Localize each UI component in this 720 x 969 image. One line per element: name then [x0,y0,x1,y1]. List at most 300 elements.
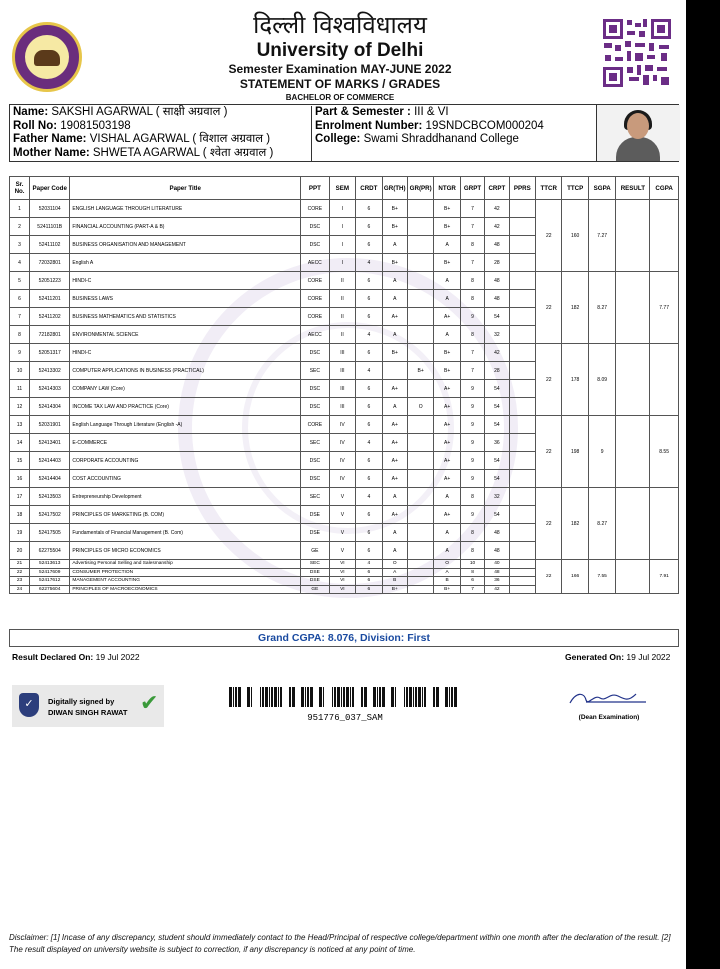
barcode-bar [449,687,450,707]
barcode-bar [292,687,295,707]
cell-sr: 11 [10,380,30,398]
barcode-bar [350,687,351,707]
cell-grth: A [382,524,407,542]
cell-sem: II [329,290,355,308]
cell-sr: 8 [10,326,30,344]
cell-grpr [407,488,433,506]
cell-ppt: AECC [301,254,330,272]
cell-crdt: 6 [356,470,382,488]
cell-grpr [407,326,433,344]
barcode-bar [361,687,363,707]
cell-sr: 5 [10,272,30,290]
cell-crdt: 6 [356,290,382,308]
cell-grpt: 7 [460,585,484,594]
roll-number: 19081503198 [60,119,131,132]
cell-ntgr: B+ [434,344,460,362]
cell-crpt: 32 [485,488,509,506]
cell-pprs [509,236,535,254]
semester-ttcr: 22 [536,560,562,594]
barcode-bar [418,687,421,707]
signer-name: DIWAN SINGH RAWAT [48,708,128,717]
barcode-bar [334,687,336,707]
cell-crpt: 42 [485,344,509,362]
cell-sem: VI [329,560,355,569]
cell-sem: V [329,542,355,560]
cell-title: BUSINESS LAWS [70,290,301,308]
column-header: SEM [329,177,355,200]
cell-pprs [509,380,535,398]
column-header: TTCP [562,177,588,200]
cell-crdt: 6 [356,344,382,362]
cell-sem: II [329,272,355,290]
cell-title: PRINCIPLES OF MICRO ECONOMICS [70,542,301,560]
barcode-bar [251,687,252,707]
cell-crpt: 42 [485,218,509,236]
cell-code: 62275504 [30,542,70,560]
barcode-bar [265,687,268,707]
university-name: University of Delhi [256,40,424,61]
cell-title: COMPANY LAW (Core) [70,380,301,398]
statement-title: STATEMENT OF MARKS / GRADES [239,77,441,91]
part-semester-row: Part & Semester : III & VI [315,106,449,118]
barcode-bar [379,687,381,707]
cell-ntgr: A [434,568,460,577]
cell-pprs [509,585,535,594]
cell-title: ENGLISH LANGUAGE THROUGH LITERATURE [70,200,301,218]
cell-grth: A+ [382,470,407,488]
cell-sem: III [329,380,355,398]
digital-signature-badge [12,685,164,727]
semester-cgpa: 8.55 [650,416,679,488]
document-header [140,10,540,103]
cell-ppt: DSE [301,577,330,586]
cell-grpt: 10 [460,560,484,569]
cell-sr: 10 [10,362,30,380]
cell-grpt: 8 [460,326,484,344]
cell-grth [382,362,407,380]
table-header-row [10,177,679,200]
cell-sr: 17 [10,488,30,506]
cell-title: COMPUTER APPLICATIONS IN BUSINESS (PRACTICAL) [70,362,301,380]
cell-pprs [509,326,535,344]
cell-grth: B+ [382,344,407,362]
mother-name-row: Mother Name: SHWETA AGARWAL ( श्वेता अग्रवाल ) [13,146,274,159]
cell-crdt: 6 [356,236,382,254]
cell-crdt: 6 [356,218,382,236]
barcode-bar [395,687,396,707]
cell-ppt: CORE [301,272,330,290]
cell-title: INCOME TAX LAW AND PRACTICE (Core) [70,398,301,416]
cell-title: Fundamentals of Financial Management (B. Com) [70,524,301,542]
barcode-bar [409,687,412,707]
cell-grpt: 8 [460,542,484,560]
cell-pprs [509,200,535,218]
cell-title: ENVIRONMENTAL SCIENCE [70,326,301,344]
cell-ppt: AECC [301,326,330,344]
cell-code: 72182801 [30,326,70,344]
semester-ttcp: 160 [562,200,588,272]
cell-grpt: 6 [460,577,484,586]
cell-crdt: 6 [356,272,382,290]
barcode-bar [337,687,340,707]
cell-sr: 7 [10,308,30,326]
cell-sr: 13 [10,416,30,434]
barcode-bar [301,687,304,707]
cell-grpr [407,585,433,594]
semester-sgpa: 8.09 [588,344,616,416]
barcode-bar [422,687,423,707]
barcode-bar [364,687,367,707]
cell-pprs [509,542,535,560]
cell-sem: III [329,398,355,416]
cell-ntgr: A [434,326,460,344]
cell-title: HINDI-C [70,272,301,290]
cell-ntgr: A [434,272,460,290]
cell-sr: 20 [10,542,30,560]
generated-on: Generated On: 19 Jul 2022 [565,652,671,662]
cell-crpt: 36 [485,434,509,452]
cell-pprs [509,290,535,308]
barcode-bar [341,687,342,707]
cell-ntgr: A+ [434,398,460,416]
cell-grth: B+ [382,200,407,218]
cell-pprs [509,506,535,524]
cell-sr: 3 [10,236,30,254]
cell-code: 52414403 [30,452,70,470]
cell-sr: 15 [10,452,30,470]
cell-ntgr: A+ [434,506,460,524]
cell-sr: 6 [10,290,30,308]
semester-result [616,488,650,560]
course-name: BACHELOR OF COMMERCE [285,93,395,102]
cell-code: 52411102 [30,236,70,254]
barcode-bar [343,687,345,707]
semester-ttcr: 22 [536,344,562,416]
cell-pprs [509,254,535,272]
cell-grpr [407,416,433,434]
signed-by-label: Digitally signed by [48,697,115,706]
barcode-bar [278,687,279,707]
cell-crpt: 54 [485,470,509,488]
cell-sem: II [329,326,355,344]
barcode-bar [352,687,354,707]
cell-grpt: 7 [460,200,484,218]
cell-grth: A [382,398,407,416]
cell-ppt: DSC [301,470,330,488]
barcode-bar [445,687,448,707]
column-header: NTGR [434,177,460,200]
barcode-bar [307,687,309,707]
semester-ttcp: 182 [562,272,588,344]
cell-grth: B+ [382,585,407,594]
student-photo [596,105,680,161]
barcode-bar [373,687,376,707]
result-declared: Result Declared On: 19 Jul 2022 [12,652,140,662]
barcode-bar [310,687,313,707]
cell-code: 52417505 [30,524,70,542]
cell-crpt: 54 [485,452,509,470]
cell-crpt: 40 [485,560,509,569]
cell-pprs [509,272,535,290]
cell-sem: VI [329,585,355,594]
barcode-bar [413,687,414,707]
cell-crpt: 28 [485,362,509,380]
cell-grth: A+ [382,452,407,470]
cell-sr: 2 [10,218,30,236]
cell-crpt: 42 [485,585,509,594]
cell-pprs [509,344,535,362]
semester-result [616,272,650,344]
cell-code: 52417612 [30,577,70,586]
cell-crdt: 6 [356,308,382,326]
cell-title: Advertising Personal Selling and Salesmanship [70,560,301,569]
cell-pprs [509,434,535,452]
cell-sr: 21 [10,560,30,569]
semester-result [616,344,650,416]
cell-pprs [509,524,535,542]
cell-grpt: 9 [460,308,484,326]
cell-ppt: CORE [301,200,330,218]
cell-sem: III [329,344,355,362]
cell-code: 52413302 [30,362,70,380]
cell-ntgr: B+ [434,362,460,380]
cell-grpr [407,452,433,470]
cell-sem: IV [329,434,355,452]
cell-sem: IV [329,416,355,434]
dean-signature-icon [566,688,652,710]
cell-crdt: 6 [356,380,382,398]
cell-title: HINDI-C [70,344,301,362]
semester-ttcr: 22 [536,416,562,488]
barcode-bar [229,687,232,707]
cell-sr: 22 [10,568,30,577]
cell-grth: A [382,542,407,560]
cell-ppt: DSE [301,568,330,577]
barcode-bar [233,687,234,707]
cell-grpt: 8 [460,272,484,290]
cell-grpr [407,200,433,218]
cell-crpt: 42 [485,200,509,218]
barcode-bar [260,687,261,707]
semester-sgpa: 7.55 [588,560,616,594]
cell-ppt: CORE [301,308,330,326]
cell-ppt: DSC [301,452,330,470]
result-declared-date: 19 Jul 2022 [95,652,140,662]
cell-ppt: SEC [301,362,330,380]
semester-sgpa: 8.27 [588,488,616,560]
column-header: PPRS [509,177,535,200]
barcode-bar [436,687,439,707]
cell-ntgr: B [434,577,460,586]
cell-crdt: 6 [356,506,382,524]
cell-code: 72032801 [30,254,70,272]
barcode-bar [454,687,457,707]
cell-ntgr: B+ [434,200,460,218]
cell-sr: 4 [10,254,30,272]
cell-code: 52414304 [30,398,70,416]
semester-cgpa [650,344,679,416]
semester-ttcp: 166 [562,560,588,594]
cell-crpt: 48 [485,290,509,308]
barcode-bar [406,687,408,707]
cell-ntgr: B+ [434,585,460,594]
cell-crpt: 48 [485,236,509,254]
barcode-bar [235,687,237,707]
cell-grpr [407,290,433,308]
barcode-bar [382,687,385,707]
enrolment-number: 19SNDCBCOM000204 [425,119,544,132]
cell-sem: V [329,506,355,524]
cell-ppt: SEC [301,560,330,569]
cell-ntgr: A+ [434,308,460,326]
cell-code: 52051317 [30,344,70,362]
semester-cgpa: 7.77 [650,272,679,344]
cell-code: 52417609 [30,568,70,577]
cell-ntgr: A [434,236,460,254]
cell-crpt: 48 [485,272,509,290]
barcode-bar [238,687,241,707]
cell-title: PRINCIPLES OF MACROECONOMICS [70,585,301,594]
barcode-bar [451,687,453,707]
table-row [10,488,679,506]
cell-grpr [407,560,433,569]
cell-code: 52413503 [30,488,70,506]
cell-grpr [407,577,433,586]
cell-ntgr: A [434,524,460,542]
cell-grpr [407,470,433,488]
cell-grpt: 8 [460,524,484,542]
hindi-university-title: दिल्ली विश्वविधालय [253,11,427,39]
column-header: CRDT [356,177,382,200]
barcode-bar [377,687,378,707]
barcode-number: 951776_037_SAM [307,713,383,723]
student-name-row: Name: SAKSHI AGARWAL ( साक्षी अग्रवाल ) [13,106,228,118]
semester-sgpa: 8.27 [588,272,616,344]
column-header: SGPA [588,177,616,200]
cell-title: BUSINESS MATHEMATICS AND STATISTICS [70,308,301,326]
cell-title: E-COMMERCE [70,434,301,452]
column-header: GRPT [460,177,484,200]
cell-sem: VI [329,577,355,586]
barcode-bar [415,687,417,707]
cell-pprs [509,488,535,506]
table-row [10,200,679,218]
cell-sem: IV [329,452,355,470]
cell-grth: A+ [382,308,407,326]
cell-sr: 12 [10,398,30,416]
cell-ppt: DSC [301,398,330,416]
cell-crdt: 6 [356,398,382,416]
barcode-bar [247,687,250,707]
cell-grpt: 8 [460,290,484,308]
cell-grth: B+ [382,254,407,272]
column-header: GR(TH) [382,177,407,200]
cell-code: 52417502 [30,506,70,524]
cell-title: English A [70,254,301,272]
cell-ppt: SEC [301,434,330,452]
cell-ntgr: A+ [434,434,460,452]
cell-code: 52413401 [30,434,70,452]
cell-sem: V [329,488,355,506]
disclaimer-text: Disclaimer: [1] Incase of any discrepancy, student should immediately contact to the Head/Principal of respective college/department within one month after the declaration of the result. [2] The result displayed on university website is subject to correction, if any discrepancy is noticed at any point of time. [9,933,671,954]
cell-ppt: DSC [301,344,330,362]
generated-date: 19 Jul 2022 [626,652,671,662]
semester-ttcr: 22 [536,272,562,344]
cell-sr: 19 [10,524,30,542]
cell-code: 52031104 [30,200,70,218]
cell-crdt: 6 [356,542,382,560]
cell-grpr [407,272,433,290]
cell-grth: B+ [382,218,407,236]
mother-name: SHWETA AGARWAL ( श्वेता अग्रवाल ) [92,146,274,159]
cell-grpr [407,568,433,577]
cell-ntgr: B+ [434,254,460,272]
enrolment-row: Enrolment Number: 19SNDCBCOM000204 [315,119,544,132]
table-row [10,416,679,434]
cell-grpt: 9 [460,470,484,488]
cell-grpt: 7 [460,362,484,380]
barcode-bar [391,687,394,707]
cell-crdt: 4 [356,560,382,569]
cell-ntgr: B+ [434,218,460,236]
cell-crpt: 36 [485,577,509,586]
father-name: VISHAL AGARWAL ( विशाल अग्रवाल ) [89,133,271,145]
barcode-bar [289,687,291,707]
cell-grpt: 9 [460,416,484,434]
semester-cgpa [650,488,679,560]
cell-grpt: 7 [460,218,484,236]
college-name: Swami Shraddhanand College [363,133,519,145]
table-row [10,272,679,290]
cell-crpt: 54 [485,398,509,416]
exam-session: Semester Examination MAY-JUNE 2022 [228,62,452,76]
cell-grpr [407,524,433,542]
semester-cgpa: 7.91 [650,560,679,594]
cell-code: 52411202 [30,308,70,326]
cell-pprs [509,560,535,569]
cell-title: CONSUMER PROTECTION [70,568,301,577]
cell-sr: 24 [10,585,30,594]
barcode-bar [346,687,349,707]
cell-grth: A [382,568,407,577]
cell-grpt: 9 [460,434,484,452]
cell-grpr [407,308,433,326]
cell-sem: IV [329,470,355,488]
cell-title: COST ACCOUNTING [70,470,301,488]
cell-pprs [509,577,535,586]
cell-sem: II [329,308,355,326]
father-name-row: Father Name: VISHAL AGARWAL ( विशाल अग्रवाल ) [13,133,271,145]
cell-crdt: 6 [356,452,382,470]
part-semester: III & VI [414,106,449,118]
college-row: College: Swami Shraddhanand College [315,133,519,145]
cell-crdt: 6 [356,585,382,594]
cell-pprs [509,452,535,470]
cell-grpr [407,236,433,254]
cell-code: 52414404 [30,470,70,488]
cell-code: 52413613 [30,560,70,569]
cell-code: 52411101B [30,218,70,236]
cell-sem: III [329,362,355,380]
cell-ntgr: A [434,488,460,506]
column-header: TTCR [536,177,562,200]
cell-pprs [509,416,535,434]
cell-crpt: 54 [485,506,509,524]
barcode-icon [229,687,461,707]
cell-grpr [407,506,433,524]
cell-crdt: 4 [356,434,382,452]
barcode-bar [305,687,306,707]
